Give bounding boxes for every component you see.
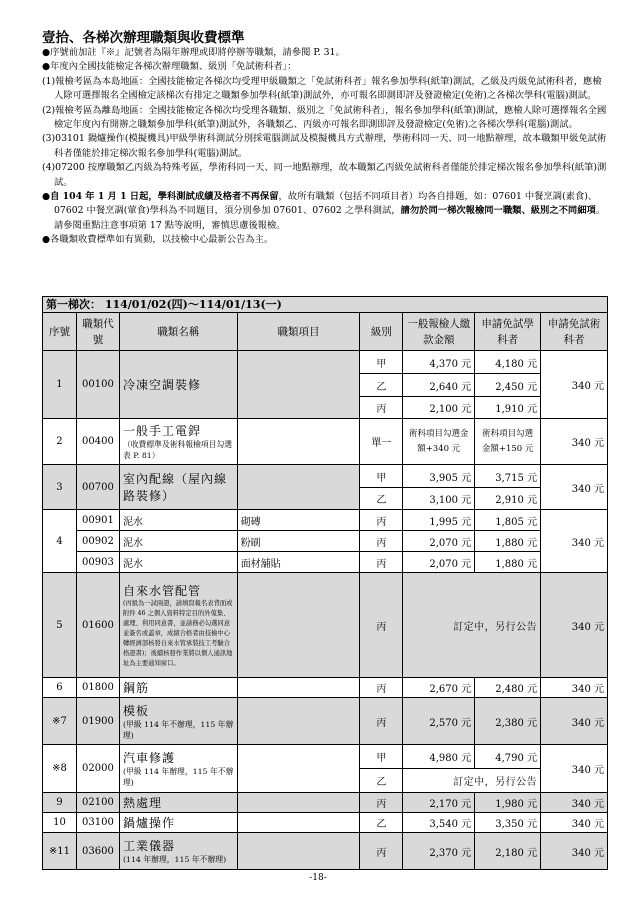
note-tail: 。請參閱重點注意事項第 17 點等說明，審慎思慮後報檢。	[54, 205, 606, 231]
item-cell	[237, 678, 360, 698]
general-fee-cell: 2,670 元	[403, 678, 475, 698]
exempt-practical-cell: 2,450 元	[475, 374, 541, 397]
exempt-theory-cell: 340 元	[541, 833, 608, 870]
exempt-theory-cell: 340 元	[541, 793, 608, 813]
header-exempt-practical: 申請免試學科者	[475, 313, 541, 351]
exempt-practical-cell: 2,480 元	[475, 678, 541, 698]
exempt-theory-cell: 340 元	[541, 573, 608, 678]
general-fee-cell: 術科項目勾選金額+340 元	[403, 419, 475, 465]
name-note: (114 年辦理，115 年不辦理)	[122, 855, 227, 864]
table-row	[43, 813, 608, 833]
exempt-practical-cell: 1,880 元	[475, 531, 541, 552]
general-fee-cell: 2,070 元	[403, 552, 475, 573]
exempt-theory-cell: 340 元	[541, 698, 608, 745]
item-cell	[237, 351, 360, 419]
level-cell: 甲	[360, 351, 403, 374]
level-cell: 丙	[360, 793, 403, 813]
item-cell	[237, 745, 360, 793]
code-cell: 00901	[76, 510, 119, 531]
name-cell	[119, 745, 237, 793]
exempt-theory-cell: 340 元	[541, 419, 608, 465]
name-note: （收費標準及術科報檢項目勾選表 P. 81）	[122, 440, 233, 460]
item-cell	[237, 793, 360, 813]
table-row	[43, 531, 608, 552]
fee-table	[42, 312, 608, 870]
seq-cell: 5	[43, 573, 77, 678]
level-cell: 丙	[360, 678, 403, 698]
general-fee-cell: 2,640 元	[403, 374, 475, 397]
level-cell: 乙	[360, 374, 403, 397]
general-fee-cell: 2,070 元	[403, 531, 475, 552]
table-row	[43, 678, 608, 698]
code-cell: 00400	[76, 419, 119, 465]
exempt-practical-cell: 1,980 元	[475, 793, 541, 813]
note-bullet-3: ●自 104 年 1 月 1 日起，學科測試成績及格者不再保留，故所有職類（包括不同項目者）均各自排題，如：07601 中餐烹調(素食)、07602 中餐烹調(葷食)學科為不同題目，須分別參加 07601、07602 之學科測試，請勿於同一梯次報檢同一職類、級別之不同細項。請參閱重點注意事項第 17 點等說明，審慎思慮後報檢。	[42, 191, 606, 231]
table-row	[43, 573, 608, 678]
name-cell: 鋼筋	[119, 678, 237, 698]
level-cell: 丙	[360, 531, 403, 552]
item-cell	[237, 813, 360, 833]
name-cell	[119, 698, 237, 745]
general-fee-cell: 2,170 元	[403, 793, 475, 813]
table-row	[43, 793, 608, 813]
name-note: (甲級 114 年辦理，115 年不辦理)	[122, 767, 234, 787]
name-cell: 泥水	[119, 531, 237, 552]
seq-cell: 10	[43, 813, 77, 833]
name-cell	[119, 833, 237, 870]
note-bold-1: 自 104 年 1 月 1 日起，學科測試成績及格者不再保留	[50, 191, 279, 203]
general-fee-cell: 1,995 元	[403, 510, 475, 531]
header-name: 職類名稱	[119, 313, 237, 351]
level-cell: 乙	[360, 769, 403, 793]
general-fee-cell: 3,905 元	[403, 465, 475, 488]
name-text: 自來水管配管	[122, 583, 201, 598]
exempt-theory-cell: 340 元	[541, 813, 608, 833]
header-exempt-theory: 申請免試術科者	[541, 313, 608, 351]
seq-cell: ※8	[43, 745, 77, 793]
exempt-practical-cell: 4,180 元	[475, 351, 541, 374]
code-cell: 02100	[76, 793, 119, 813]
level-cell: 單一	[360, 419, 403, 465]
name-cell: 泥水	[119, 510, 237, 531]
table-row	[43, 419, 608, 465]
header-level: 級別	[360, 313, 403, 351]
code-cell: 01900	[76, 698, 119, 745]
item-cell: 粉刷	[237, 531, 360, 552]
exempt-theory-cell: 340 元	[541, 678, 608, 698]
general-fee-cell: 3,100 元	[403, 488, 475, 510]
name-cell	[119, 573, 237, 678]
item-cell	[237, 698, 360, 745]
exempt-practical-cell: 2,180 元	[475, 833, 541, 870]
code-cell: 01600	[76, 573, 119, 678]
level-cell: 丙	[360, 698, 403, 745]
exempt-practical-cell: 1,880 元	[475, 552, 541, 573]
level-cell: 丙	[360, 573, 403, 678]
seq-cell: 9	[43, 793, 77, 813]
general-fee-cell: 3,540 元	[403, 813, 475, 833]
item-cell	[237, 419, 360, 465]
item-cell	[237, 573, 360, 678]
note-item-1: (1)報檢考區為本島地區：全國技能檢定各梯次均受理甲級職類之「免試術科者」報名參加學科(紙筆)測試，乙級及丙級免試術科者，應檢人除可選擇報名全國檢定該梯次有排定之職類參加學科(紙筆)測試外，亦可報名即測即評及發證檢定(免術)之各梯次學科(電腦)測試。	[42, 75, 602, 102]
table-row	[43, 510, 608, 531]
name-text: 工業儀器	[122, 839, 175, 853]
page-heading: 壹拾、各梯次辦理職類與收費標準	[42, 30, 245, 46]
level-cell: 丙	[360, 552, 403, 573]
name-text: 一般手工電銲	[122, 424, 201, 438]
header-seq: 序號	[43, 313, 77, 351]
table-row	[43, 745, 608, 769]
code-cell: 03100	[76, 813, 119, 833]
level-cell: 丙	[360, 833, 403, 870]
table-row	[43, 351, 608, 374]
general-fee-cell: 2,570 元	[403, 698, 475, 745]
exempt-practical-cell: 1,910 元	[475, 397, 541, 419]
code-cell: 02000	[76, 745, 119, 793]
table-header-row	[43, 313, 608, 351]
round-title: 第一梯次： 114/01/02(四)～114/01/13(一)	[42, 296, 608, 313]
header-item: 職類項目	[237, 313, 360, 351]
item-cell: 砌磚	[237, 510, 360, 531]
level-cell: 丙	[360, 510, 403, 531]
level-cell: 甲	[360, 465, 403, 488]
seq-cell: 3	[43, 465, 77, 510]
code-cell: 00700	[76, 465, 119, 510]
header-general-fee: 一般報檢人繳款金額	[403, 313, 475, 351]
code-cell: 01800	[76, 678, 119, 698]
note-bullet-2: ●年度內全國技能檢定各梯次辦理職類、級別「免試術科者」：	[42, 61, 297, 73]
code-cell: 00902	[76, 531, 119, 552]
note-mid: ，故所有職類（包括不同項目者）均各自排題，如：07601 中餐烹調(素食)、07602 中餐烹調(葷食)學科為不同題目，須分別參加 07601、07602 之學科測試，	[54, 191, 598, 217]
exempt-practical-cell: 2,910 元	[475, 488, 541, 510]
intro-notes	[42, 46, 608, 248]
exempt-theory-cell: 340 元	[541, 351, 608, 419]
seq-cell: 6	[43, 678, 77, 698]
code-cell: 00100	[76, 351, 119, 419]
name-note: (甲級 114 年不辦理，115 年辦理)	[122, 719, 234, 740]
code-cell: 00903	[76, 552, 119, 573]
seq-cell: 4	[43, 510, 77, 573]
page-number: -18-	[309, 873, 327, 883]
note-item-4: (4)07200 按摩職類乙丙級為特殊考區，學術科同一天、同一地點辦理，故本職類乙丙級免試術科者僅能於排定梯次報名參加學科(紙筆)測試。	[42, 162, 607, 188]
seq-cell: ※7	[43, 698, 77, 745]
name-cell: 鍋爐操作	[119, 813, 237, 833]
exempt-practical-cell: 3,715 元	[475, 465, 541, 488]
table-row	[43, 698, 608, 745]
seq-cell: 1	[43, 351, 77, 419]
fee-pending-cell: 訂定中，另行公告	[403, 769, 541, 793]
exempt-practical-cell: 4,790 元	[475, 745, 541, 769]
name-note: (丙級為一試兩證，請填寫報名表背面或附件 46 之個人資料特定目的外蒐集、處理、利用同意書，並請務必勾選同意並簽名或蓋章，成績合格者由技檢中心轉經濟部核發自來水管承裝技工考驗合格證書)；後續核發作業將以個人通訊地址為主要通知窗口。	[122, 599, 233, 667]
seq-cell: ※11	[43, 833, 77, 870]
exempt-practical-cell: 術科項目勾選金額+150 元	[475, 419, 541, 465]
note-item-2: (2)報檢考區為離島地區：全國技能檢定各梯次均受理各職類、級別之「免試術科者」，報名參加學科(紙筆)測試，應檢人除可選擇報名全國檢定年度內有開辦之職類參加學科(紙筆)測試外，各職類乙、丙級亦可報名即測即評及發證檢定(免術)之各梯次學科(電腦)測試。	[42, 104, 607, 131]
table-row	[43, 833, 608, 870]
name-cell: 冷凍空調裝修	[119, 351, 237, 419]
code-cell: 03600	[76, 833, 119, 870]
name-cell	[119, 419, 237, 465]
exempt-theory-cell: 340 元	[541, 745, 608, 793]
note-bullet-4: ●各職類收費標準如有異動，以技檢中心最新公告為主。	[42, 234, 274, 246]
header-code: 職類代號	[76, 313, 119, 351]
name-cell: 熱處理	[119, 793, 237, 813]
exempt-practical-cell: 3,350 元	[475, 813, 541, 833]
level-cell: 乙	[360, 488, 403, 510]
note-bullet-1: ●序號前加註『※』記號者為隔年辦理或即將停辦等職類，請參閱 P. 31。	[42, 47, 345, 58]
name-text: 汽車修護	[122, 751, 175, 765]
exempt-practical-cell: 2,380 元	[475, 698, 541, 745]
name-cell: 泥水	[119, 552, 237, 573]
item-cell	[237, 833, 360, 870]
name-cell: 室內配線（屋內線路裝修）	[119, 465, 237, 510]
fee-pending-cell: 訂定中，另行公告	[403, 573, 541, 678]
item-cell	[237, 465, 360, 510]
exempt-practical-cell: 1,805 元	[475, 510, 541, 531]
note-bold-2: 請勿於同一梯次報檢同一職類、級別之不同細項	[400, 205, 596, 217]
level-cell: 甲	[360, 745, 403, 769]
general-fee-cell: 2,370 元	[403, 833, 475, 870]
general-fee-cell: 2,100 元	[403, 397, 475, 419]
exempt-theory-cell: 340 元	[541, 510, 608, 573]
exempt-theory-cell: 340 元	[541, 465, 608, 510]
general-fee-cell: 4,370 元	[403, 351, 475, 374]
table-row	[43, 552, 608, 573]
table-row	[43, 465, 608, 488]
level-cell: 丙	[360, 397, 403, 419]
seq-cell: 2	[43, 419, 77, 465]
name-text: 模板	[122, 703, 149, 718]
general-fee-cell: 4,980 元	[403, 745, 475, 769]
item-cell: 面材舖貼	[237, 552, 360, 573]
level-cell: 乙	[360, 813, 403, 833]
note-item-3: (3)03101 鍋爐操作(模擬機具)甲級學術科測試分別採電腦測試及模擬機具方式辦理，學術科同一天、同一地點辦理，故本職類甲級免試術科者僅能於排定梯次報名參加學科(電腦)測試。	[42, 133, 607, 159]
